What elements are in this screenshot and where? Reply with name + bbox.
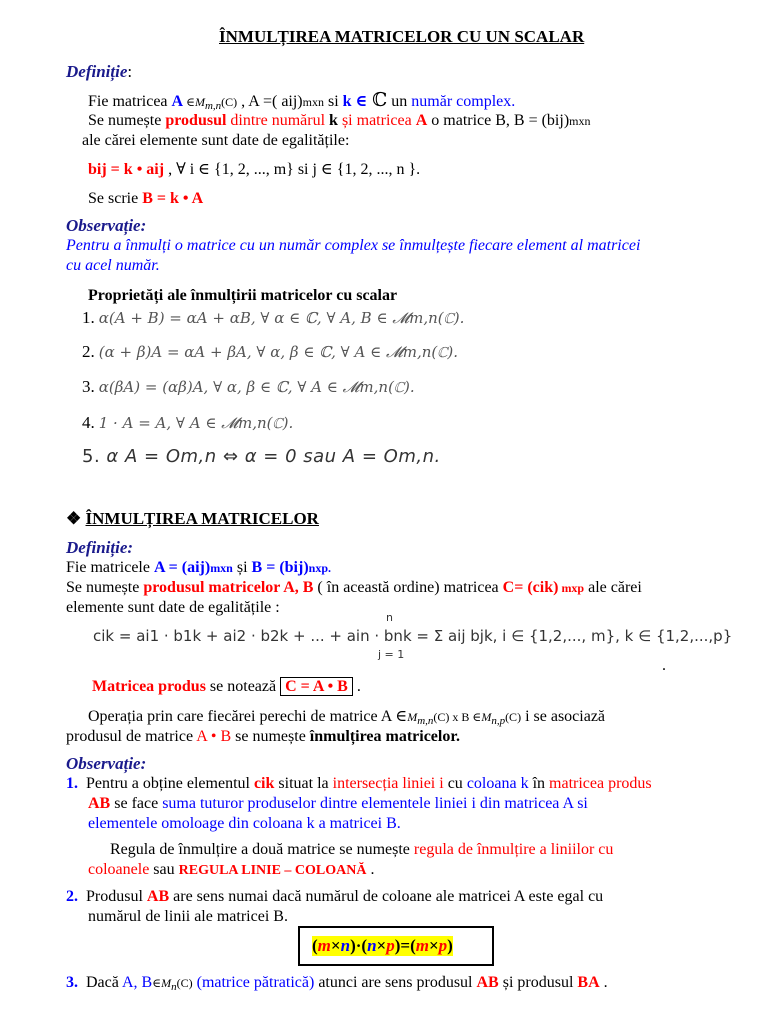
definition-2-line-1: Fie matricele A = (aij)mxn și B = (bij)nxp.: [66, 559, 332, 576]
product-notation-box: C = A • B: [280, 677, 353, 696]
diamond-bullet-icon: ❖: [66, 509, 82, 528]
observation-line-2: cu acel număr.: [66, 257, 160, 274]
product-formula: cik = ai1 · b1k + ai2 · b2k + ... + ain · bnk = Σ aij bjk, i ∈ {1,2,..., m}, k ∈ {1,2,...,p}: [93, 627, 733, 645]
rule-line-1: Regula de înmulțire a două matrice se numește regula de înmulțire a liniilor cu: [110, 841, 614, 858]
observation-label: Observație:: [66, 216, 147, 235]
product-formula-sum-bottom: j = 1: [378, 648, 405, 661]
definition-line-1: Fie matricea A $\in M_{m,n}(C)$ , A =( aij)mxn si k ∈ ℂ un număr complex.: [88, 90, 516, 112]
observation-item-1-line-2: AB se face suma tuturor produselor dintre elementele liniei i din matricea A si: [88, 795, 588, 812]
definition-line-2: Se numește produsul dintre numărul k și matricea A o matrice B, B = (bij)mxn: [88, 112, 591, 129]
definition-line-3: ale cărei elemente sunt date de egalitățile:: [82, 132, 350, 149]
observation-item-1-line-1: 1. Pentru a obține elementul cik situat la intersecția liniei i cu coloana k în matricea produs: [66, 775, 652, 792]
definition-line-5: Se scrie B = k • A: [88, 190, 204, 207]
formula-trailing-dot: .: [662, 657, 666, 674]
properties-heading: Proprietăți ale înmulțirii matricelor cu scalar: [88, 287, 398, 304]
page-title: ÎNMULȚIREA MATRICELOR CU UN SCALAR: [219, 27, 585, 46]
observation-line-1: Pentru a înmulți o matrice cu un număr complex se înmulțește fiecare element al matricei: [66, 237, 641, 254]
product-formula-sum-top: n: [386, 611, 393, 624]
property-2: 2. (α + β)A = αA + βA, ∀ α, β ∈ ℂ, ∀ A ∈ 𝓜m,n(ℂ).: [82, 342, 459, 361]
definition-2-line-2: Se numește produsul matricelor A, B ( în această ordine) matricea C= (cik) mxp ale cărei: [66, 579, 642, 596]
observation-item-2-line-1: 2. Produsul AB are sens numai dacă numărul de coloane ale matricei A este egal cu: [66, 888, 604, 905]
product-notation-line: Matricea produs se notează C = A • B .: [92, 678, 361, 695]
observation-item-1-line-3: elementele omoloage din coloana k a matricei B.: [88, 815, 401, 832]
definition-label: Definiție:: [66, 62, 133, 81]
operation-line-1: Operația prin care fiecărei perechi de matrice A $\in M_{m,n}(C)$ x B $\in M_{n,p}(C)$ i se asociază: [88, 708, 606, 727]
definition-2-line-3: elemente sunt date de egalitățile :: [66, 599, 280, 616]
property-4: 4. 1 · A = A, ∀ A ∈ 𝓜m,n(ℂ).: [82, 413, 294, 432]
section-heading: ❖ ÎNMULȚIREA MATRICELOR: [66, 509, 319, 528]
property-1: 1. α(A + B) = αA + αB, ∀ α ∈ ℂ, ∀ A, B ∈ 𝓜m,n(ℂ).: [82, 308, 465, 327]
observation-item-2-line-2: numărul de linii ale matricei B.: [88, 908, 288, 925]
rule-line-2: coloanele sau REGULA LINIE – COLOANĂ .: [88, 861, 375, 878]
definition-line-4: bij = k • aij , ∀ i ∈ {1, 2, ..., m} si j ∈ {1, 2, ..., n }.: [88, 161, 421, 178]
property-5: 5. α A = Om,n ⇔ α = 0 sau A = Om,n.: [82, 446, 441, 467]
property-3: 3. α(βA) = (αβ)A, ∀ α, β ∈ ℂ, ∀ A ∈ 𝓜m,n(ℂ).: [82, 377, 415, 396]
observation-item-3: 3. Dacă A, $B\in M_n(C)$ (matrice pătratică) atunci are sens produsul AB și produsul BA .: [66, 974, 608, 993]
operation-line-2: produsul de matrice A • B se numește înmulțirea matricelor.: [66, 728, 460, 745]
observation-2-label: Observație:: [66, 754, 147, 773]
dimension-formula-box: (m×n)·(n×p)=(m×p): [298, 926, 494, 966]
definition-2-label: Definiție:: [66, 538, 134, 557]
